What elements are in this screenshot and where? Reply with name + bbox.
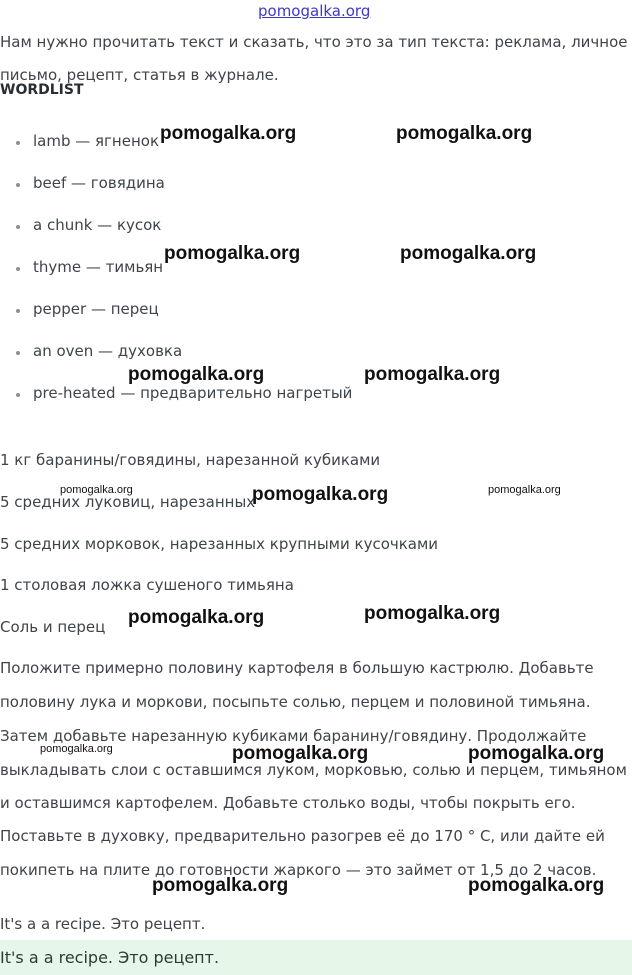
method-line: покипеть на плите до готовности жаркого — это займет от 1,5 до 2 часов. [0, 861, 597, 879]
wordlist-item: an oven — духовка [33, 342, 183, 360]
bullet-icon [16, 393, 20, 397]
bullet-icon [16, 351, 20, 355]
ingredient-line: 1 столовая ложка сушеного тимьяна [0, 576, 294, 594]
task-text-line-1: Нам нужно прочитать текст и сказать, что это за тип текста: реклама, личное [0, 33, 628, 51]
watermark: pomogalka.org [396, 123, 533, 144]
watermark-small: pomogalka.org [488, 484, 561, 496]
watermark: pomogalka.org [468, 875, 605, 896]
cropped-text-fragment [28, 420, 268, 426]
ingredient-line: 5 средних луковиц, нарезанных [0, 493, 256, 511]
watermark: pomogalka.org [160, 123, 297, 144]
site-link[interactable]: pomogalka.org [258, 2, 371, 20]
method-line: половину лука и моркови, посыпьте солью, перцем и половиной тимьяна. [0, 693, 591, 711]
bullet-icon [16, 225, 20, 229]
bullet-icon [16, 141, 20, 145]
wordlist-item: pepper — перец [33, 300, 159, 318]
method-line: Затем добавьте нарезанную кубиками баранину/говядину. Продолжайте [0, 727, 587, 745]
method-line: Положите примерно половину картофеля в большую кастрюлю. Добавьте [0, 659, 594, 677]
watermark: pomogalka.org [468, 743, 605, 764]
bullet-icon [16, 183, 20, 187]
watermark: pomogalka.org [400, 243, 537, 264]
method-line: выкладывать слои с оставшимся луком, морковью, солью и перцем, тимьяном [0, 761, 627, 779]
wordlist-item: pre-heated — предварительно нагретый [33, 384, 353, 402]
watermark: pomogalka.org [364, 603, 501, 624]
wordlist-item: thyme — тимьян [33, 258, 164, 276]
bullet-icon [16, 267, 20, 271]
watermark: pomogalka.org [364, 364, 501, 385]
ingredient-line: 5 средних морковок, нарезанных крупными кусочками [0, 535, 439, 553]
watermark-small: pomogalka.org [40, 743, 113, 755]
answer-highlight-box [0, 940, 632, 975]
ingredient-line: 1 кг баранины/говядины, нарезанной кубиками [0, 451, 381, 469]
answer-highlight-text: It's a a recipe. Это рецепт. [0, 948, 220, 967]
ingredient-line: Соль и перец [0, 618, 106, 636]
method-line: и оставшимся картофелем. Добавьте столько воды, чтобы покрыть его. [0, 794, 576, 812]
watermark: pomogalka.org [128, 607, 265, 628]
wordlist-heading: WORDLIST [0, 82, 84, 96]
task-text-line-2: письмо, рецепт, статья в журнале. [0, 66, 279, 84]
wordlist-item: beef — говядина [33, 174, 165, 192]
watermark: pomogalka.org [128, 364, 265, 385]
bullet-icon [16, 309, 20, 313]
watermark: pomogalka.org [164, 243, 301, 264]
method-line: Поставьте в духовку, предварительно разогрев её до 170 ° C, или дайте ей [0, 827, 605, 845]
watermark: pomogalka.org [232, 743, 369, 764]
watermark: pomogalka.org [152, 875, 289, 896]
answer-text: It's a a recipe. Это рецепт. [0, 915, 206, 933]
watermark-small: pomogalka.org [60, 484, 133, 496]
wordlist-item: a chunk — кусок [33, 216, 162, 234]
wordlist-item: lamb — ягненок [33, 132, 160, 150]
watermark: pomogalka.org [252, 484, 389, 505]
